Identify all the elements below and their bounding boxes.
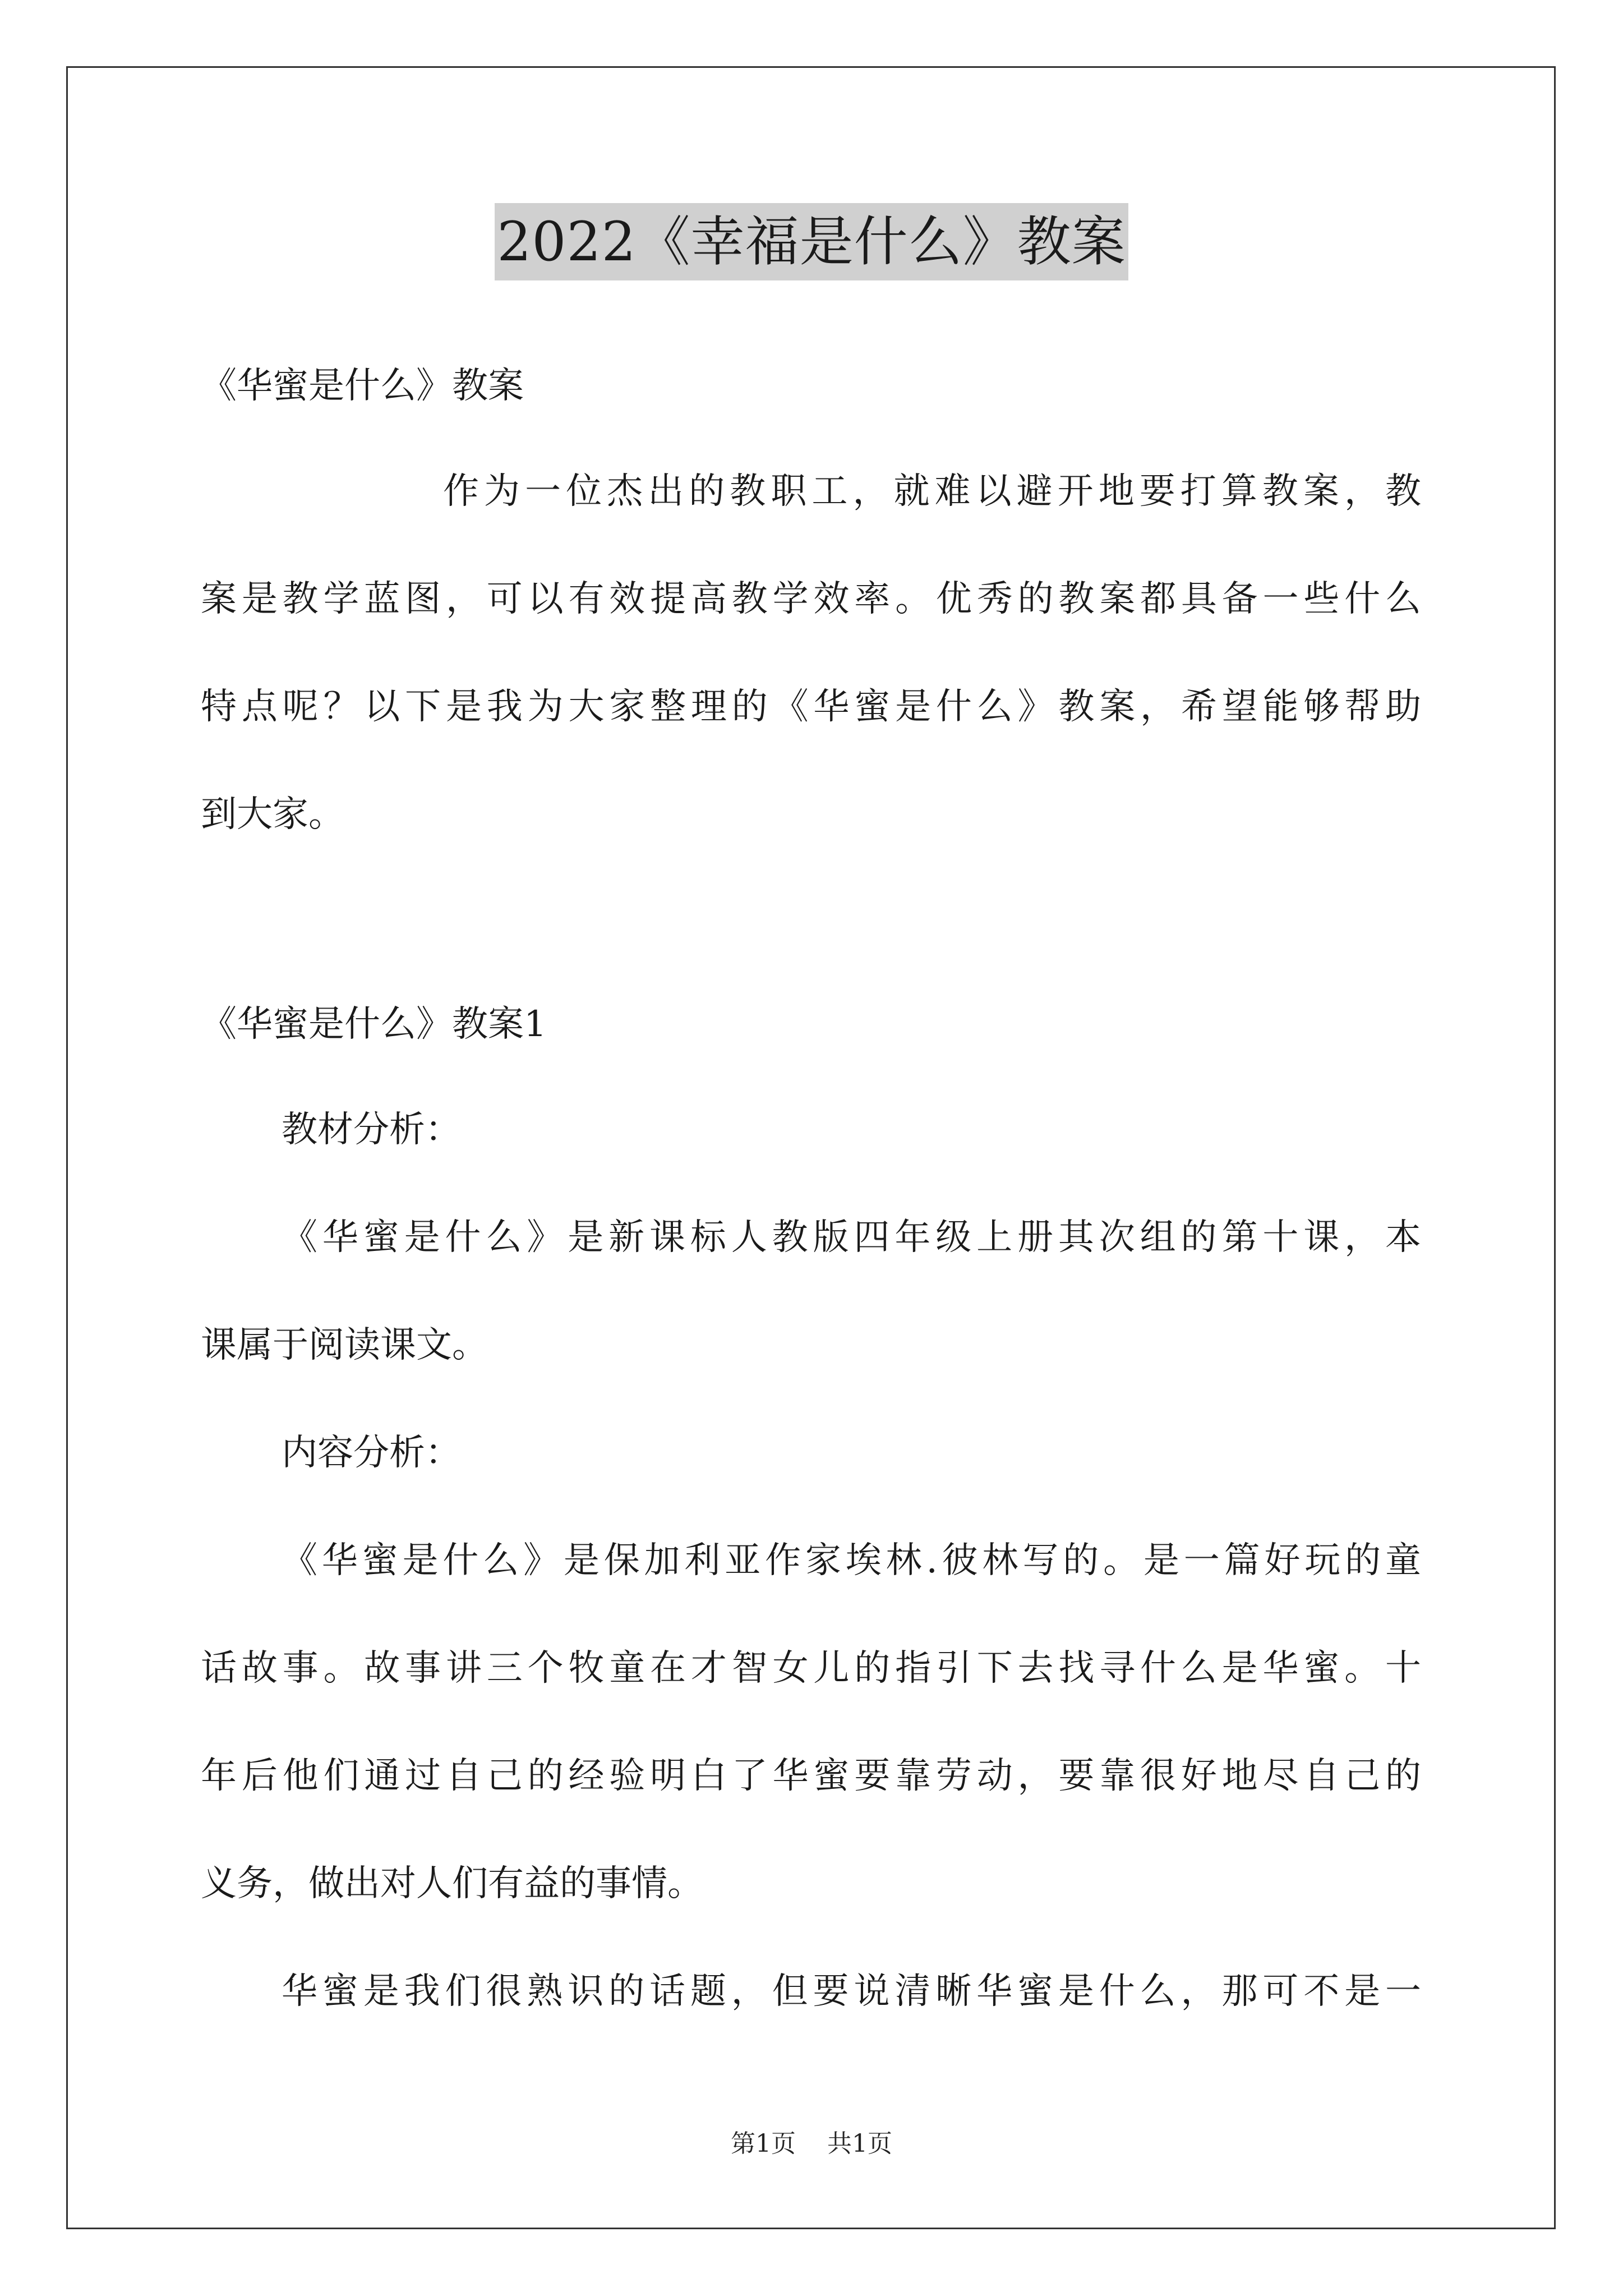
paragraph-line: 《华蜜是什么》是新课标人教版四年级上册其次组的第十课，本 <box>282 1217 1421 1258</box>
paragraph-line: 到大家。 <box>201 794 344 835</box>
page-total: 共1页 <box>827 2129 892 2158</box>
paragraph-line: 《华蜜是什么》是保加利亚作家埃林.彼林写的。是一篇好玩的童 <box>282 1540 1421 1581</box>
section-heading: 《华蜜是什么》教案 <box>201 365 524 407</box>
section-heading: 《华蜜是什么》教案1 <box>201 1004 547 1045</box>
paragraph-line: 作为一位杰出的教职工，就难以避开地要打算教案，教 <box>443 471 1421 512</box>
page-footer <box>0 2127 1623 2161</box>
title-container <box>0 203 1623 280</box>
paragraph-line: 义务，做出对人们有益的事情。 <box>201 1863 703 1904</box>
paragraph-line: 特点呢？以下是我为大家整理的《华蜜是什么》教案，希望能够帮助 <box>201 686 1421 728</box>
document-title: 2022《幸福是什么》教案 <box>495 203 1128 280</box>
page-number: 第1页 <box>731 2129 796 2158</box>
paragraph-line: 课属于阅读课文。 <box>201 1324 488 1366</box>
paragraph-line: 案是教学蓝图，可以有效提高教学效率。优秀的教案都具备一些什么 <box>201 578 1421 620</box>
paragraph-line: 华蜜是我们很熟识的话题，但要说清晰华蜜是什么，那可不是一 <box>282 1971 1421 2012</box>
paragraph-line: 年后他们通过自己的经验明白了华蜜要靠劳动，要靠很好地尽自己的 <box>201 1755 1421 1797</box>
subheading: 教材分析： <box>282 1109 461 1151</box>
paragraph-line: 话故事。故事讲三个牧童在才智女儿的指引下去找寻什么是华蜜。十 <box>201 1648 1421 1689</box>
subheading: 内容分析： <box>282 1432 461 1474</box>
